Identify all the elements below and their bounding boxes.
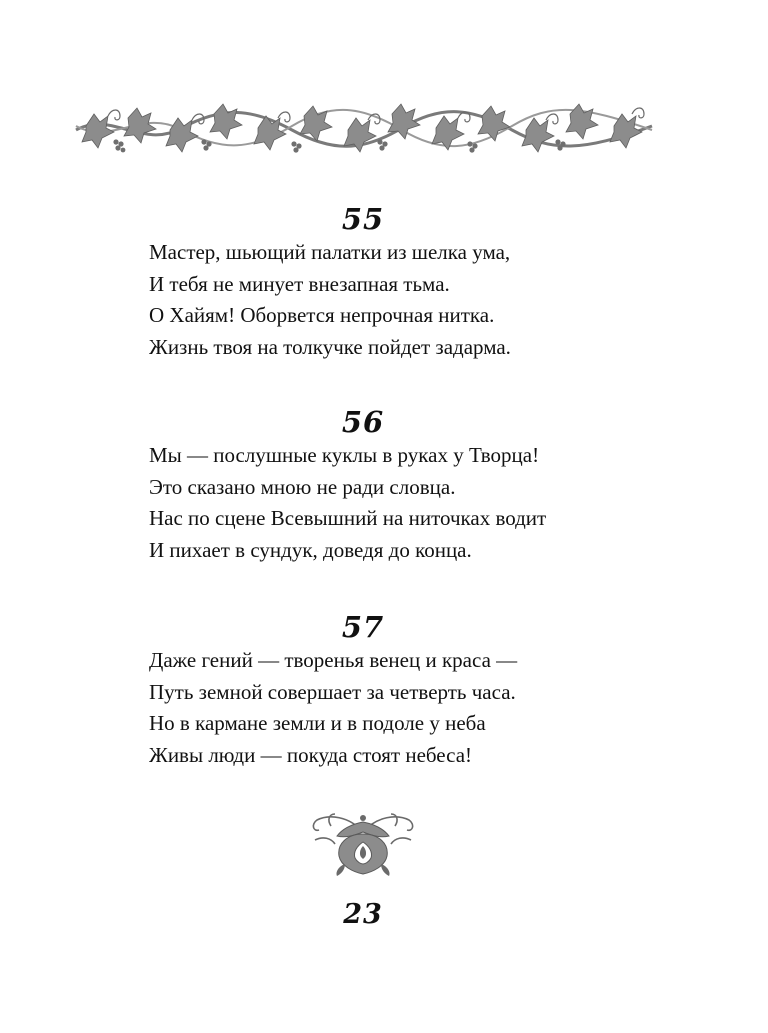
poem-line: Это сказано мною не ради словца. <box>149 474 456 499</box>
poem-number-56: 56 <box>341 405 385 439</box>
poem-line: И тебя не минует внезапная тьма. <box>149 271 450 296</box>
poem-55 <box>149 237 629 363</box>
poem-line: И пихает в сундук, доведя до конца. <box>149 537 472 562</box>
poem-line: Мы — послушные куклы в руках у Творца! <box>149 443 540 467</box>
poem-line: Нас по сцене Всевышний на ниточках водит <box>149 506 547 530</box>
poem-number-57: 57 <box>341 610 385 644</box>
poem-line: Живы люди — покуда стоят небеса! <box>149 742 473 767</box>
poem-line: О Хайям! Оборвется непрочная нитка. <box>149 303 495 327</box>
poem-line: Путь земной совершает за четверть часа. <box>149 679 516 704</box>
poem-line: Мастер, шьющий палатки из шелка ума, <box>149 240 511 264</box>
grapevine-border-ornament <box>72 96 656 160</box>
poem-57 <box>149 645 629 771</box>
poem-56 <box>149 440 629 566</box>
poem-line: Даже гений — творенья венец и краса — <box>149 648 518 672</box>
poem-number-55: 55 <box>341 202 385 236</box>
poem-line: Жизнь твоя на толкучке пойдет задарма. <box>149 334 511 359</box>
floral-vignette-ornament <box>305 806 421 878</box>
poem-line: Но в кармане земли и в подоле у неба <box>149 711 486 735</box>
page-number: 23 <box>343 899 383 930</box>
